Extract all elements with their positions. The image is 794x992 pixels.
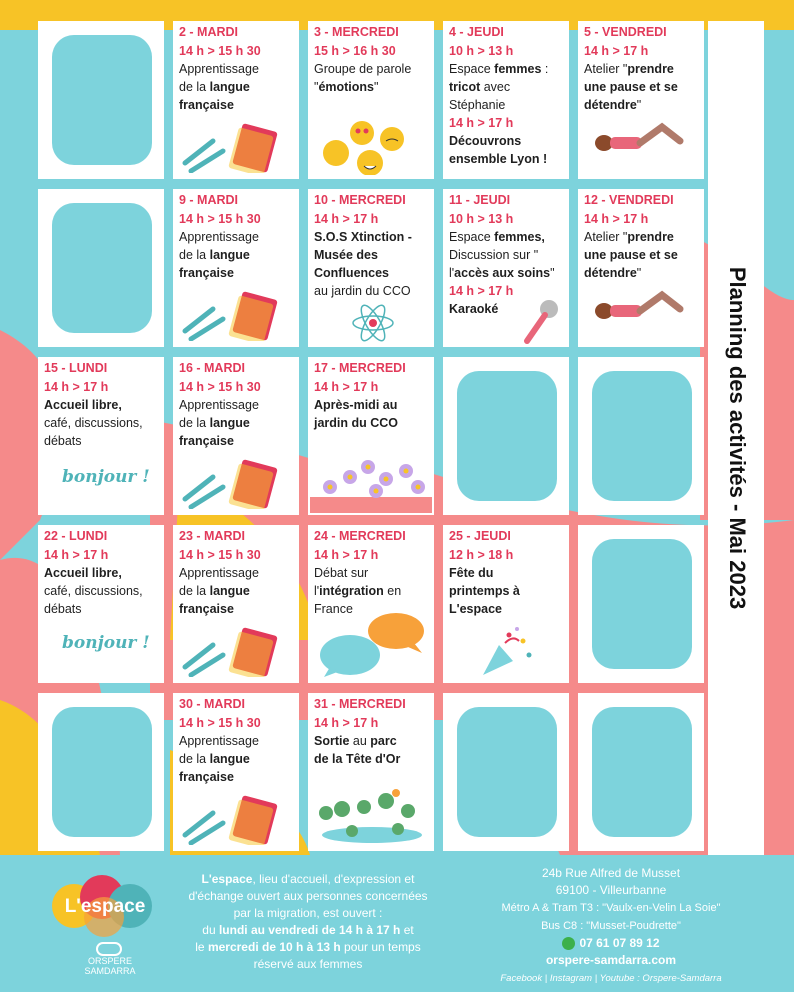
activity-text: Accueil libre, — [44, 566, 122, 580]
day-cell-23 — [173, 525, 299, 683]
whatsapp-icon — [562, 937, 575, 950]
notebook-pen-icon — [179, 121, 289, 173]
day-cell-9 — [173, 189, 299, 347]
activity-text: Confluences — [314, 266, 390, 280]
website-link[interactable]: orspere-samdarra.com — [545, 953, 677, 967]
activity-text: détendre — [584, 98, 637, 112]
activity-text: Découvrons — [449, 134, 522, 148]
day-label: 9 - MARDI — [179, 193, 239, 207]
activity-text: une pause et se — [584, 80, 678, 94]
activity-text: émotions — [318, 80, 374, 94]
day-label: 22 - LUNDI — [44, 529, 108, 543]
activity-text: Apprentissage — [179, 398, 259, 412]
day-label: 25 - JEUDI — [449, 529, 511, 543]
day-label: 31 - MERCREDI — [314, 697, 406, 711]
phone-number[interactable]: 07 61 07 89 12 — [579, 936, 660, 950]
day-label: 11 - JEUDI — [449, 193, 511, 207]
time-label: 14 h > 17 h — [44, 380, 109, 394]
activity-text: française — [179, 434, 234, 448]
footer-description — [170, 871, 446, 973]
activity-text: Atelier " — [584, 230, 628, 244]
espace-logo — [52, 873, 158, 939]
blank-blob — [592, 371, 692, 501]
activity-text: débats — [44, 602, 82, 616]
activity-text: française — [179, 602, 234, 616]
footer-text: , lieu d'accueil, d'expression et — [252, 872, 415, 886]
atom-icon — [348, 303, 398, 343]
footer-text: du — [202, 923, 219, 937]
activity-text: Apprentissage — [179, 734, 259, 748]
activity-text: intégration — [319, 584, 384, 598]
day-cell-3 — [308, 21, 434, 179]
footer-text: le — [195, 940, 208, 954]
activity-text: de la — [179, 248, 210, 262]
flowers-icon — [310, 457, 432, 513]
activity-text: parc — [370, 734, 397, 748]
time-label: 14 h > 17 h — [314, 212, 379, 226]
activity-text: langue — [209, 80, 250, 94]
time-label: 10 h > 13 h — [449, 44, 514, 58]
activity-text: au jardin du CCO — [314, 284, 411, 298]
org-name: ORSPERE SAMDARRA — [84, 956, 136, 976]
day-label: 16 - MARDI — [179, 361, 245, 375]
day-cell-31 — [308, 693, 434, 851]
activity-text: au — [349, 734, 371, 748]
emoji-faces-icon — [314, 111, 426, 175]
day-cell-12 — [578, 189, 704, 347]
party-popper-icon — [479, 625, 539, 679]
activity-text: Atelier " — [584, 62, 628, 76]
activity-text: Stéphanie — [449, 98, 506, 112]
footer-text: pour un temps — [340, 940, 421, 954]
day-cell-16 — [173, 357, 299, 515]
time-label: 14 h > 17 h — [44, 548, 109, 562]
time-label: 14 h > 17 h — [314, 380, 379, 394]
activity-text: française — [179, 770, 234, 784]
activity-text: de la Tête d'Or — [314, 752, 401, 766]
activity-text: Après-midi au — [314, 398, 398, 412]
activity-text: langue — [209, 416, 250, 430]
activity-text: L'espace — [449, 602, 503, 616]
day-label: 3 - MERCREDI — [314, 25, 399, 39]
activity-text: de la — [179, 416, 210, 430]
footer-text: réservé aux femmes — [253, 957, 363, 971]
day-label: 4 - JEUDI — [449, 25, 504, 39]
time-label: 14 h > 17 h — [584, 212, 649, 226]
day-cell-17 — [308, 357, 434, 515]
time-label: 14 h > 15 h 30 — [179, 716, 261, 730]
logo-text: L'espace — [64, 896, 146, 917]
day-label: 5 - VENDREDI — [584, 25, 667, 39]
bonjour-word: bonjour ! — [62, 467, 150, 487]
activity-text: langue — [209, 584, 250, 598]
time-label: 14 h > 17 h — [449, 284, 514, 298]
time-label: 10 h > 13 h — [449, 212, 514, 226]
empty-cell — [443, 357, 569, 515]
notebook-pen-icon — [179, 289, 289, 341]
time-label: 14 h > 15 h 30 — [179, 44, 261, 58]
activity-text: Fête du — [449, 566, 494, 580]
notebook-pen-icon — [179, 625, 289, 677]
activity-text: café, discussions, — [44, 584, 143, 598]
footer-address — [466, 865, 756, 987]
address-line: 24b Rue Alfred de Musset — [541, 866, 681, 880]
activity-text: " — [314, 80, 319, 94]
blank-blob — [592, 707, 692, 837]
time-label: 14 h > 17 h — [314, 548, 379, 562]
activity-text: Espace — [449, 230, 495, 244]
activity-text: " — [550, 266, 555, 280]
time-label: 15 h > 16 h 30 — [314, 44, 396, 58]
blank-blob — [52, 35, 152, 165]
day-cell-10 — [308, 189, 434, 347]
activity-text: ensemble Lyon ! — [449, 152, 548, 166]
blank-blob — [592, 539, 692, 669]
activity-text: Sortie — [314, 734, 350, 748]
activity-text: débats — [44, 434, 82, 448]
relaxing-person-icon — [590, 285, 690, 329]
blank-blob — [457, 707, 557, 837]
activity-text: prendre — [627, 230, 674, 244]
activity-text: accès aux soins — [454, 266, 551, 280]
activity-text: détendre — [584, 266, 637, 280]
activity-text: française — [179, 98, 234, 112]
day-label: 30 - MARDI — [179, 697, 245, 711]
day-cell-22 — [38, 525, 164, 683]
activity-text: Apprentissage — [179, 230, 259, 244]
empty-cell — [578, 357, 704, 515]
activity-text: Karaoké — [449, 302, 499, 316]
activity-text: Discussion sur " — [449, 248, 539, 262]
social-links[interactable]: Facebook | Instagram | Youtube : Orspere-Samdarra — [500, 973, 722, 984]
page-title: Planning des activités - Mai 2023 — [725, 266, 750, 610]
address-line: 69100 - Villeurbanne — [555, 883, 667, 897]
blank-blob — [52, 707, 152, 837]
activity-text: France — [314, 602, 353, 616]
day-label: 2 - MARDI — [179, 25, 239, 39]
empty-cell — [38, 21, 164, 179]
activity-text: " — [636, 98, 642, 112]
activity-text: Apprentissage — [179, 62, 259, 76]
activity-text: Espace — [449, 62, 495, 76]
activity-text: française — [179, 266, 234, 280]
activity-text: café, discussions, — [44, 416, 143, 430]
address-line: Métro A & Tram T3 : "Vaulx-en-Velin La Soie" — [501, 902, 721, 914]
time-label: 14 h > 17 h — [314, 716, 379, 730]
microphone-icon — [521, 297, 561, 347]
activity-text: tricot — [449, 80, 481, 94]
org-logo-icon — [96, 942, 122, 956]
activity-text: " — [374, 80, 379, 94]
activity-text: : — [541, 62, 549, 76]
day-label: 17 - MERCREDI — [314, 361, 406, 375]
empty-cell — [578, 525, 704, 683]
day-cell-24 — [308, 525, 434, 683]
footer-text: d'échange ouvert aux personnes concernées — [188, 889, 428, 903]
park-trees-icon — [312, 787, 430, 847]
day-label: 15 - LUNDI — [44, 361, 108, 375]
relaxing-person-icon — [590, 117, 690, 161]
activity-text: en — [383, 584, 402, 598]
time-label: 14 h > 15 h 30 — [179, 212, 261, 226]
speech-bubbles-icon — [314, 609, 430, 679]
activity-text: Accueil libre, — [44, 398, 122, 412]
activity-text: S.O.S Xtinction - — [314, 230, 412, 244]
time-label: 12 h > 18 h — [449, 548, 514, 562]
day-cell-25 — [443, 525, 569, 683]
activity-text: Groupe de parole — [314, 62, 412, 76]
empty-cell — [578, 693, 704, 851]
day-cell-11 — [443, 189, 569, 347]
day-label: 23 - MARDI — [179, 529, 245, 543]
notebook-pen-icon — [179, 457, 289, 509]
empty-cell — [38, 693, 164, 851]
time-label: 14 h > 17 h — [449, 116, 514, 130]
footer-text: par la migration, est ouvert : — [233, 906, 383, 920]
blank-blob — [457, 371, 557, 501]
activity-text: de la — [179, 584, 210, 598]
time-label: 14 h > 15 h 30 — [179, 548, 261, 562]
time-label: 14 h > 15 h 30 — [179, 380, 261, 394]
activity-text: une pause et se — [584, 248, 678, 262]
empty-cell — [443, 693, 569, 851]
day-label: 24 - MERCREDI — [314, 529, 406, 543]
activity-text: printemps à — [449, 584, 520, 598]
activity-text: langue — [209, 752, 250, 766]
activity-text: prendre — [627, 62, 674, 76]
footer-text: et — [400, 923, 414, 937]
footer-text: L'espace — [201, 872, 253, 886]
activity-text: avec — [480, 80, 511, 94]
activity-text: femmes, — [494, 230, 545, 244]
calendar-grid — [38, 21, 706, 855]
activity-text: l' — [449, 266, 455, 280]
time-label: 14 h > 17 h — [584, 44, 649, 58]
activity-text: de la — [179, 752, 210, 766]
day-label: 12 - VENDREDI — [584, 193, 674, 207]
day-cell-15 — [38, 357, 164, 515]
activity-text: Musée des — [314, 248, 378, 262]
day-label: 10 - MERCREDI — [314, 193, 406, 207]
activity-text: femmes — [494, 62, 542, 76]
activity-text: Apprentissage — [179, 566, 259, 580]
activity-text: " — [636, 266, 642, 280]
footer-text: lundi au vendredi de 14 h à 17 h — [218, 923, 401, 937]
day-cell-5 — [578, 21, 704, 179]
blank-blob — [52, 203, 152, 333]
activity-text: jardin du CCO — [314, 416, 399, 430]
footer-text: mercredi de 10 h à 13 h — [207, 940, 341, 954]
day-cell-2 — [173, 21, 299, 179]
activity-text: langue — [209, 248, 250, 262]
activity-text: de la — [179, 80, 210, 94]
activity-text: l' — [314, 584, 320, 598]
empty-cell — [38, 189, 164, 347]
address-line: Bus C8 : "Musset-Poudrette" — [541, 920, 681, 932]
activity-text: Débat sur — [314, 566, 369, 580]
bonjour-word: bonjour ! — [62, 633, 150, 653]
notebook-pen-icon — [179, 793, 289, 845]
day-cell-4 — [443, 21, 569, 179]
day-cell-30 — [173, 693, 299, 851]
